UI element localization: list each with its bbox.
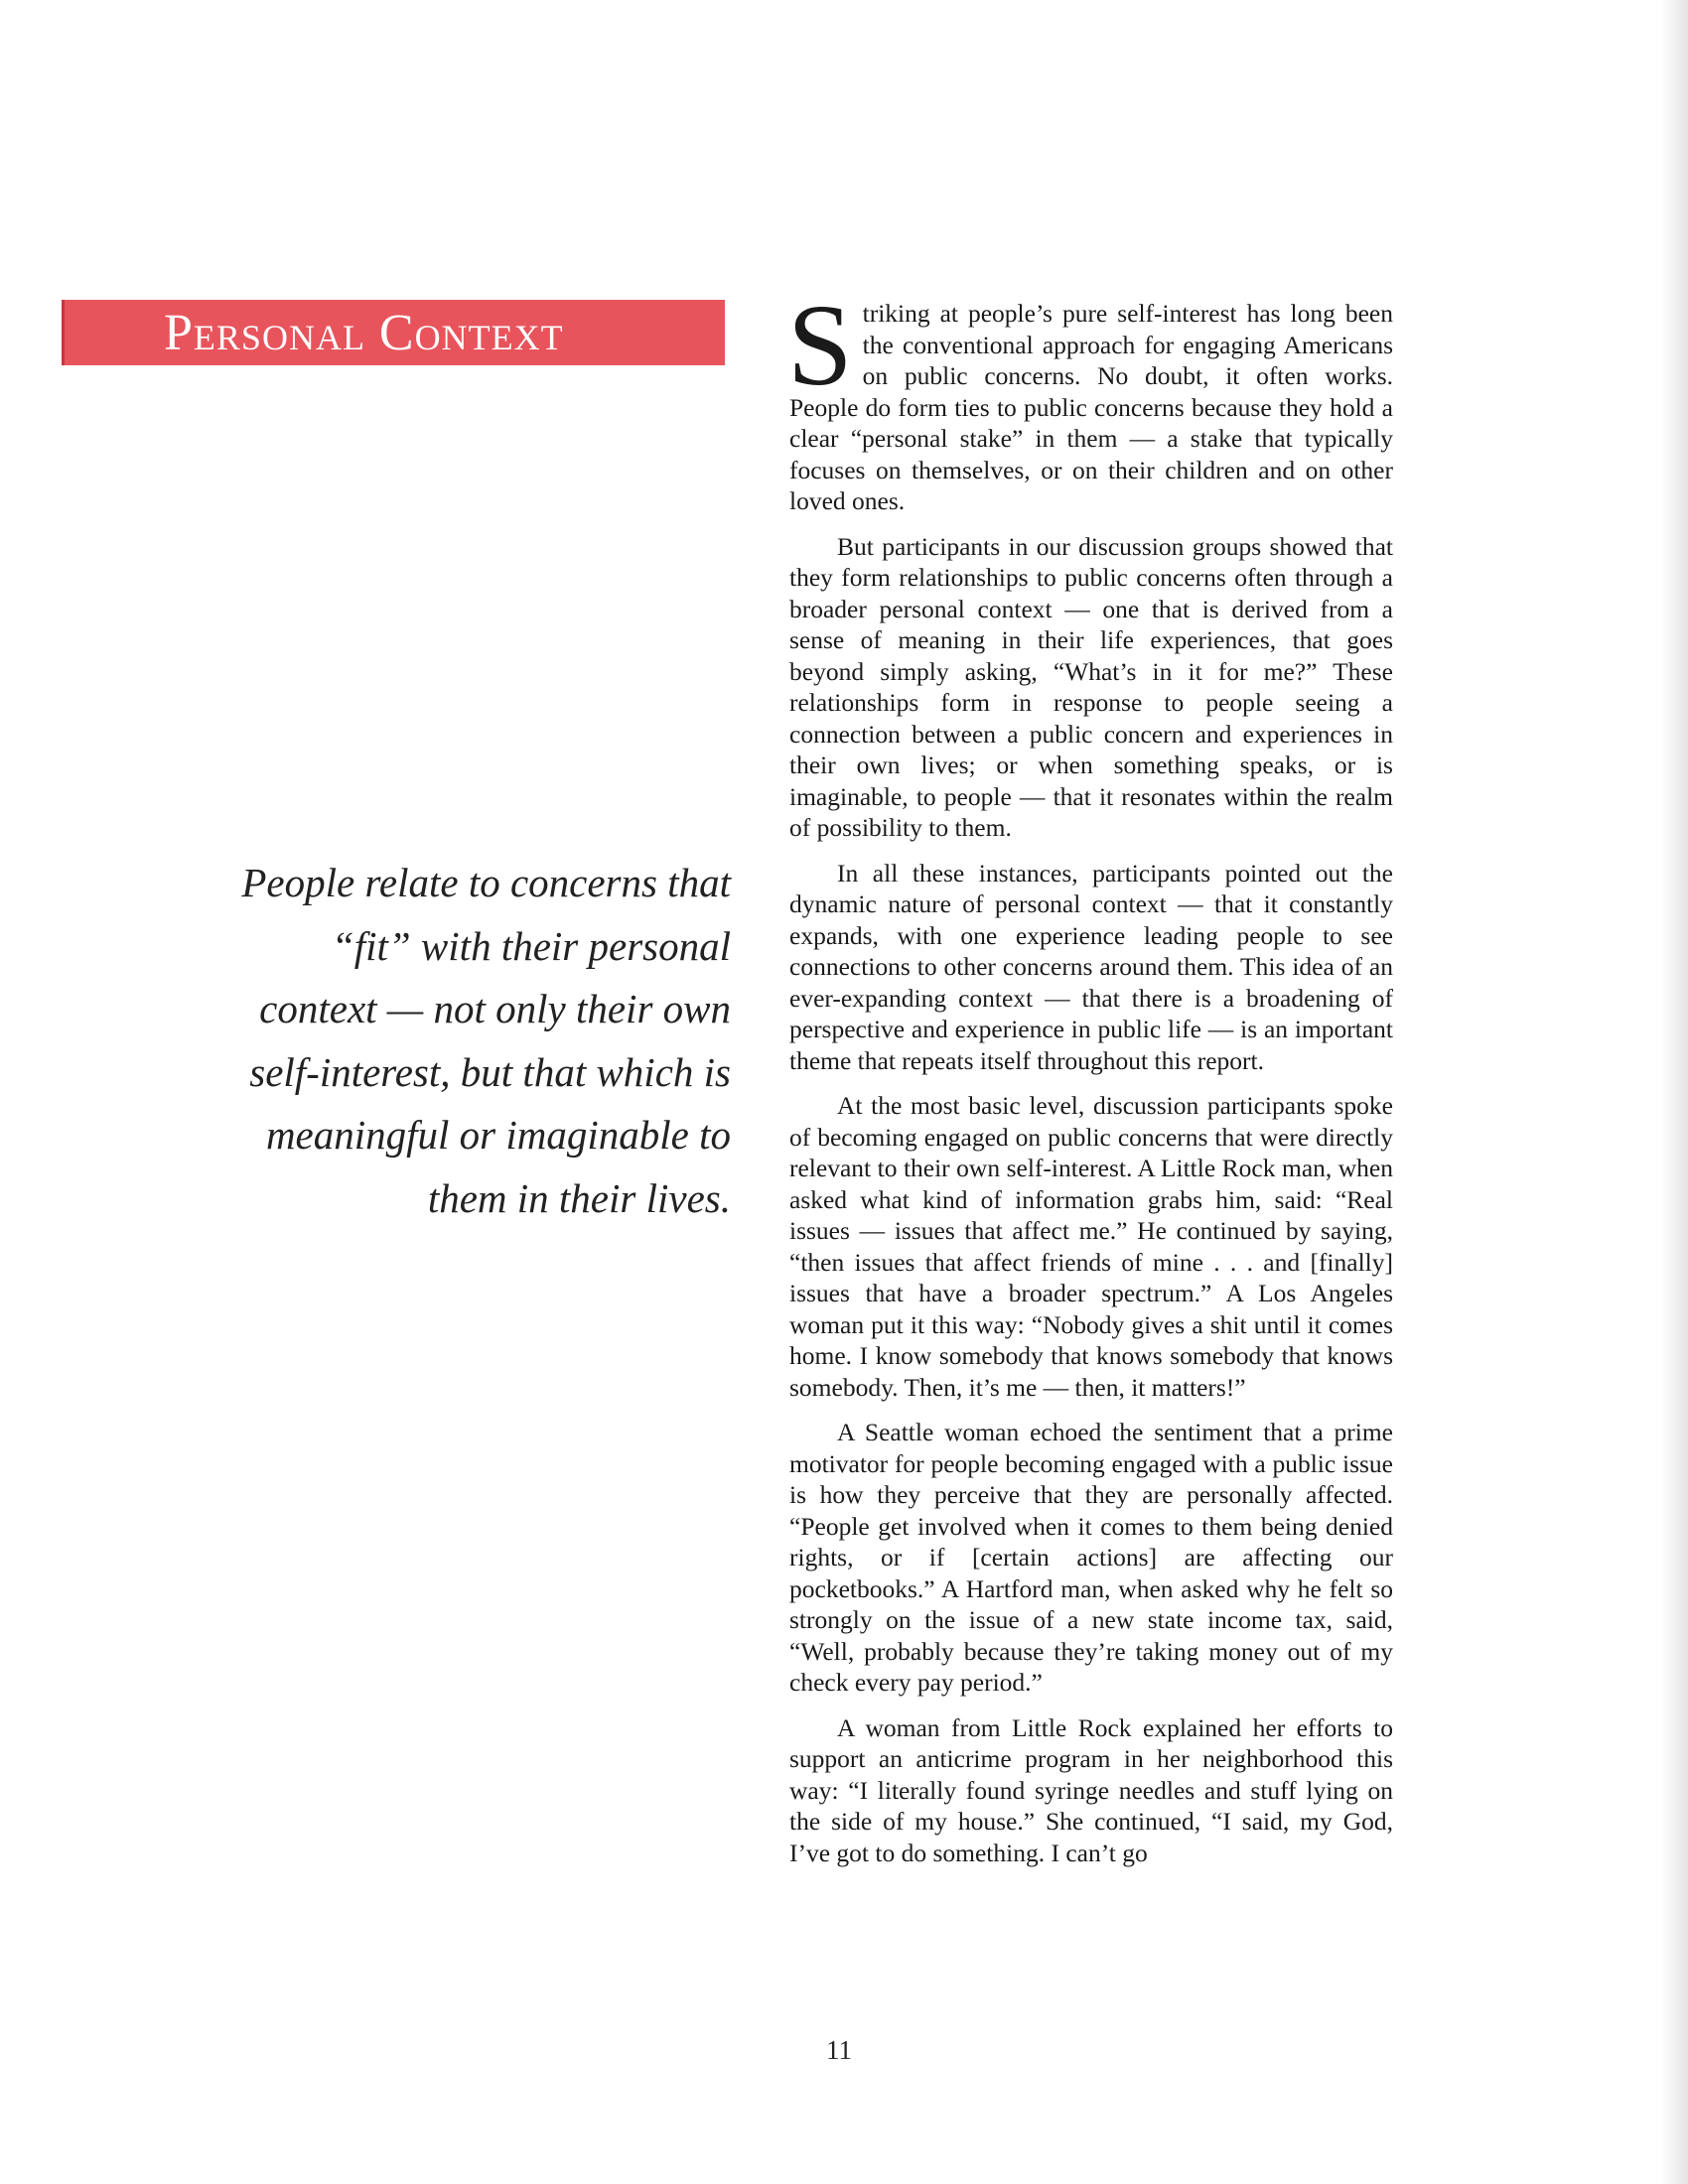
body-paragraph-5: A Seattle woman echoed the sentiment that a prime motivator for people becoming engaged with a public issue is how they perceive that they are personally affected. “People get involved when it comes to them being denied rights, or if [certain actions] are affecting our pocketbooks.” A Hartford man, when asked why he felt so strongly on the issue of a new state income tax, said, “Well, probably because they’re taking money out of my check every pay period.” <box>789 1418 1393 1697</box>
body-paragraph-6: A woman from Little Rock explained her efforts to support an anticrime program in her neighborhood this way: “I literally found syringe needles and stuff lying on the side of my house.” She continued, “I said, my God, I’ve got to do something. I can’t go <box>789 1712 1393 1867</box>
section-title: Personal Context <box>164 305 564 361</box>
body-paragraph-4: At the most basic level, discussion participants spoke of becoming engaged on public concerns that were directly relevant to their own self-interest. A Little Rock man, when asked what kind of information grabs him, said: “Real issues — issues that affect me.” He continued by saying, “then issues that affect friends of mine . . . and [finally] issues that have a broader spectrum.” A Los Angeles woman put it this way: “Nobody gives a shit until it comes home. I know somebody that knows somebody that knows somebody. Then, it’s me — then, it matters!” <box>789 1091 1393 1402</box>
body-paragraph-1 <box>787 280 1393 517</box>
page-number: 11 <box>826 2035 852 2065</box>
body-text-column <box>787 280 1393 1882</box>
body-paragraph-3: In all these instances, participants pointed out the dynamic nature of personal context — that it constantly expands, with one experience leading people to see connections to other concerns around them. This idea of an ever-expanding context — that there is a broadening of perspective and experience in public life — is an important theme that repeats itself throughout this report. <box>789 858 1393 1075</box>
body-paragraph-2: But participants in our discussion groups showed that they form relationships to public concerns often through a broader personal context — one that is derived from a sense of meaning in their life experiences, that goes beyond simply asking, “What’s in it for me?” These relationships form in response to people seeing a connection between a public concern and experiences in their own lives; or when something speaks, or is imaginable, to people — that it resonates within the realm of possibility to them. <box>789 531 1393 842</box>
page-edge-shadow <box>1660 0 1688 2184</box>
drop-cap: S <box>787 280 853 410</box>
pull-quote: People relate to concerns that “fit” with their personal context — not only their own self-interest, but that which is meaningful or imaginable to them in their lives. <box>241 860 731 1221</box>
body-paragraph-1-text: triking at people’s pure self-interest has long been the conventional approach for engaging Americans on public concerns. No doubt, it often works. People do form ties to public concerns because they hold a clear “personal stake” in them — a stake that typically focuses on themselves, or on their children and on other loved ones. <box>789 299 1393 515</box>
section-banner <box>62 300 725 365</box>
